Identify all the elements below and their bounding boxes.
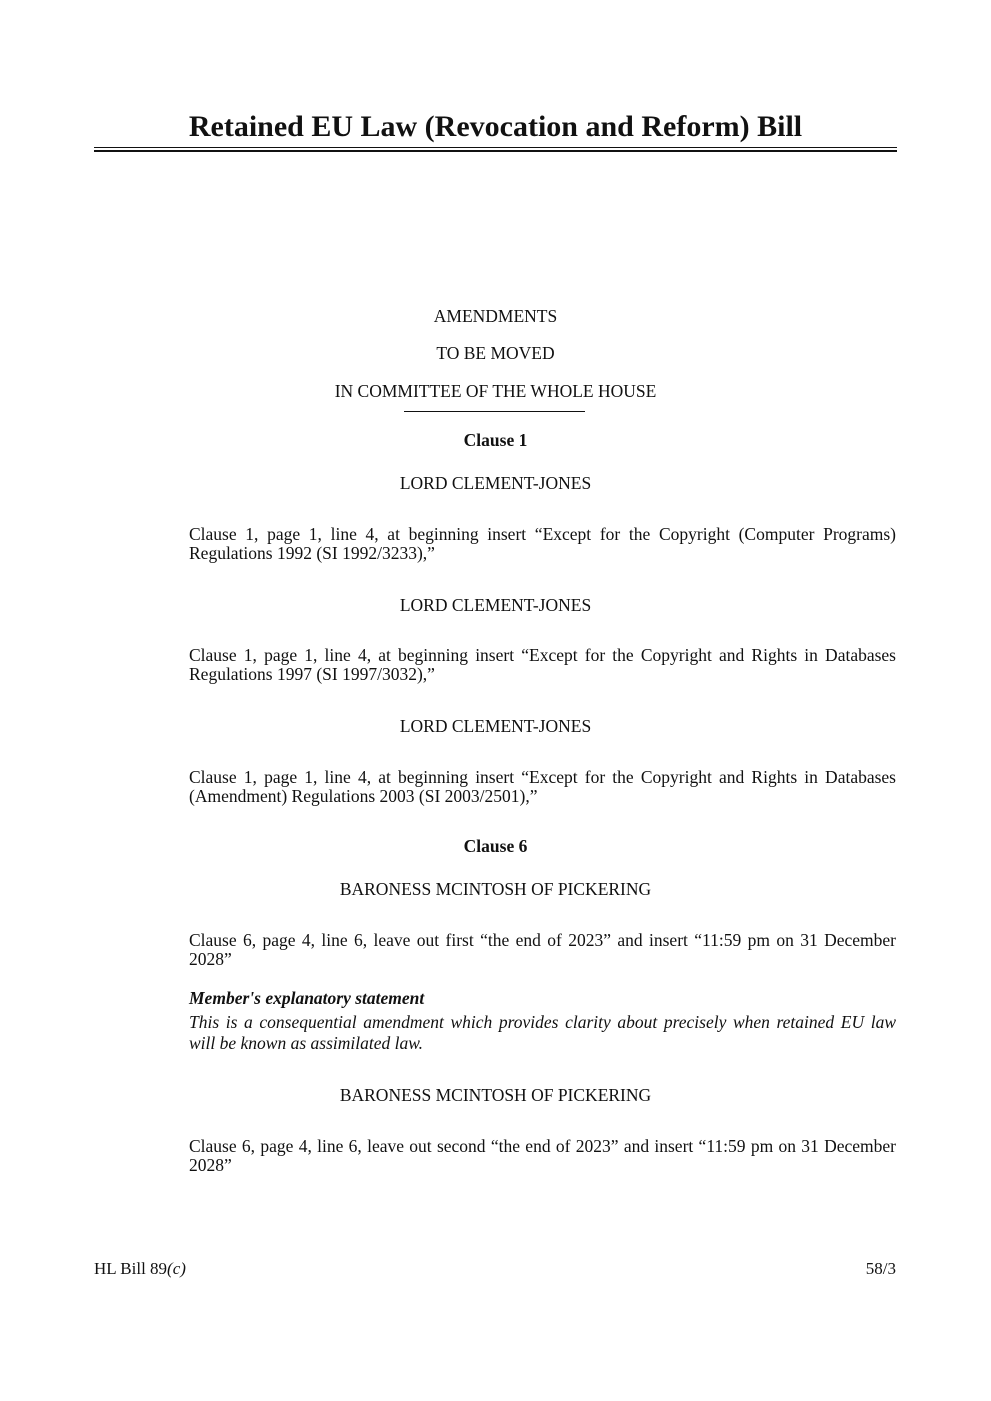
document-title: Retained EU Law (Revocation and Reform) Bill bbox=[188, 110, 803, 143]
clause-heading: Clause 1 bbox=[463, 430, 528, 450]
amendment-text: Clause 6, page 4, line 6, leave out first “the end of 2023” and insert “11:59 pm on 31 December 2028” bbox=[189, 930, 896, 969]
heading-amendments: AMENDMENTS bbox=[433, 306, 558, 326]
amendment-mover: LORD CLEMENT-JONES bbox=[399, 595, 592, 615]
amendment-text: Clause 1, page 1, line 4, at beginning insert “Except for the Copyright and Rights in Databases (Amendment) Regulations 2003 (SI 2003/2501),” bbox=[189, 767, 896, 806]
clause-heading: Clause 6 bbox=[463, 836, 528, 856]
amendment-mover: LORD CLEMENT-JONES bbox=[399, 473, 592, 493]
bill-suffix: (c) bbox=[167, 1259, 186, 1278]
amendment-mover: BARONESS MCINTOSH OF PICKERING bbox=[339, 1085, 652, 1105]
explanatory-statement-heading: Member's explanatory statement bbox=[189, 988, 425, 1008]
heading-to-be-moved: TO BE MOVED bbox=[436, 343, 555, 363]
bill-number: HL Bill 89 bbox=[94, 1259, 168, 1278]
amendment-text: Clause 6, page 4, line 6, leave out second “the end of 2023” and insert “11:59 pm on 31 December 2028” bbox=[189, 1136, 896, 1175]
footer-page-ref: 58/3 bbox=[865, 1259, 896, 1278]
title-rule-thick bbox=[94, 150, 897, 152]
amendment-mover: BARONESS MCINTOSH OF PICKERING bbox=[339, 879, 652, 899]
amendment-text: Clause 1, page 1, line 4, at beginning insert “Except for the Copyright and Rights in Databases Regulations 1997 (SI 1997/3032),” bbox=[189, 645, 896, 684]
heading-rule bbox=[404, 411, 585, 412]
amendment-text: Clause 1, page 1, line 4, at beginning insert “Except for the Copyright (Computer Programs) Regulations 1992 (SI 1992/3233),” bbox=[189, 524, 896, 563]
amendment-mover: LORD CLEMENT-JONES bbox=[399, 716, 592, 736]
title-rule bbox=[94, 147, 897, 148]
explanatory-statement: This is a consequential amendment which provides clarity about precisely when retained EU law will be known as assimilated law. bbox=[189, 1012, 896, 1053]
heading-committee: IN COMMITTEE OF THE WHOLE HOUSE bbox=[334, 381, 657, 401]
footer-bill-number bbox=[94, 1259, 186, 1279]
